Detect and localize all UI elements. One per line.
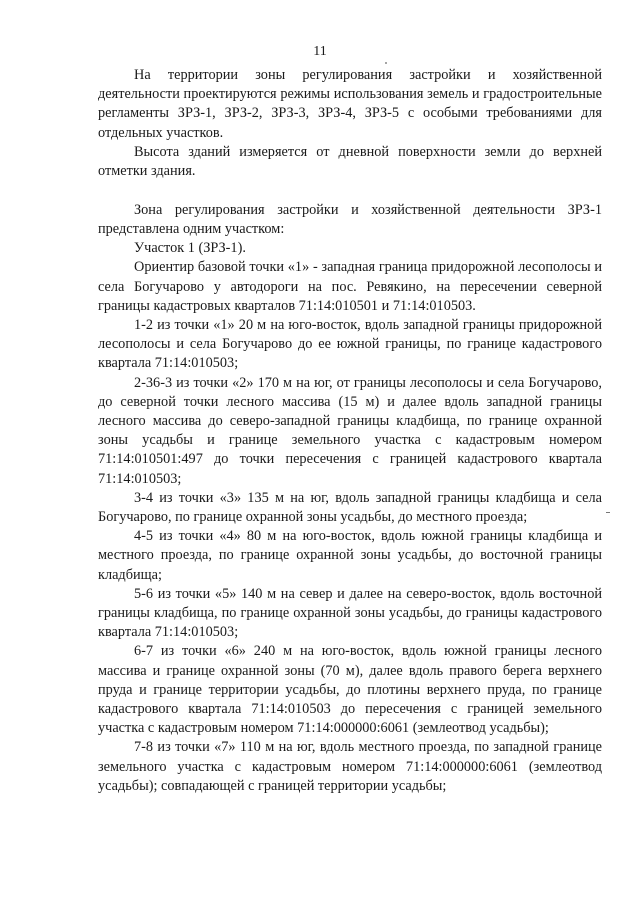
paragraph-boundary-6-7: 6-7 из точки «6» 240 м на юго-восток, вдоль южной границы лесного массива и границе охранной зоны (70 м), далее вдоль правого берега верхнего пруда и границе территории усадьбы, до плотины верхнего пруда, по границе кадастрового квартала 71:14:010503 до пересечения с границей земельного участка с кадастровым номером 71:14:000000:6061 (землеотвод усадьбы); [98,643,602,737]
paragraph-base-point: Ориентир базовой точки «1» - западная граница придорожной лесополосы и села Богучарово у автодороги на пос. Ревякино, на пересечении северной границы кадастровых кварталов 71:14:010501 и 71:14:010503. [98,259,602,314]
scan-mark [606,512,610,513]
paragraph-boundary-7-8: 7-8 из точки «7» 110 м на юг, вдоль местного проезда, по западной границе земельного участка с кадастровым номером 71:14:000000:6061 (землеотвод усадьбы); совпадающей с границей территории усадьбы; [98,739,602,794]
paragraph-zrz1-intro: Зона регулирования застройки и хозяйственной деятельности ЗРЗ-1 представлена одним участком: [98,201,602,237]
scan-speck [385,62,387,64]
paragraph-building-height: Высота зданий измеряется от дневной поверхности земли до верхней отметки здания. [98,143,602,180]
paragraph-boundary-4-5: 4-5 из точки «4» 80 м на юго-восток, вдоль южной границы кладбища и местного проезда, по границе охранной зоны усадьбы, до восточной границы кладбища; [98,528,602,583]
paragraph-boundary-2-3: 2-36-3 из точки «2» 170 м на юг, от границы лесополосы и села Богучарово, до северной точки лесного массива (15 м) и далее вдоль западной границы лесного массива до северо-западной границы кладбища, по границе охранной зоны усадьбы и границе земельного участка с кадастровым номером 71:14:010501:497 до точки пересечения с границей кадастрового квартала 71:14:010503; [98,374,602,487]
paragraph-boundary-5-6: 5-6 из точки «5» 140 м на север и далее на северо-восток, вдоль восточной границы кладбища, по границе охранной зоны усадьбы, до границы кадастрового квартала 71:14:010503; [98,585,602,641]
paragraph-boundary-1-2: 1-2 из точки «1» 20 м на юго-восток, вдоль западной границы придорожной лесополосы и села Богучарово до ее южной границы, по границе кадастрового квартала 71:14:010503; [98,316,602,372]
paragraph-boundary-3-4: 3-4 из точки «3» 135 м на юг, вдоль западной границы кладбища и села Богучарово, по границе охранной зоны усадьбы, до местного проезда; [98,489,602,525]
page-number: 11 [313,44,327,59]
document-body [98,66,602,796]
paragraph-section-title: Участок 1 (ЗРЗ-1). [134,240,246,257]
paragraph-zone-regimes: На территории зоны регулирования застройки и хозяйственной деятельности проектируются режимы использования земель и градостроительные регламенты ЗРЗ-1, ЗРЗ-2, ЗРЗ-3, ЗРЗ-4, ЗРЗ-5 с особыми требованиями для отдельных участков. [98,67,602,141]
